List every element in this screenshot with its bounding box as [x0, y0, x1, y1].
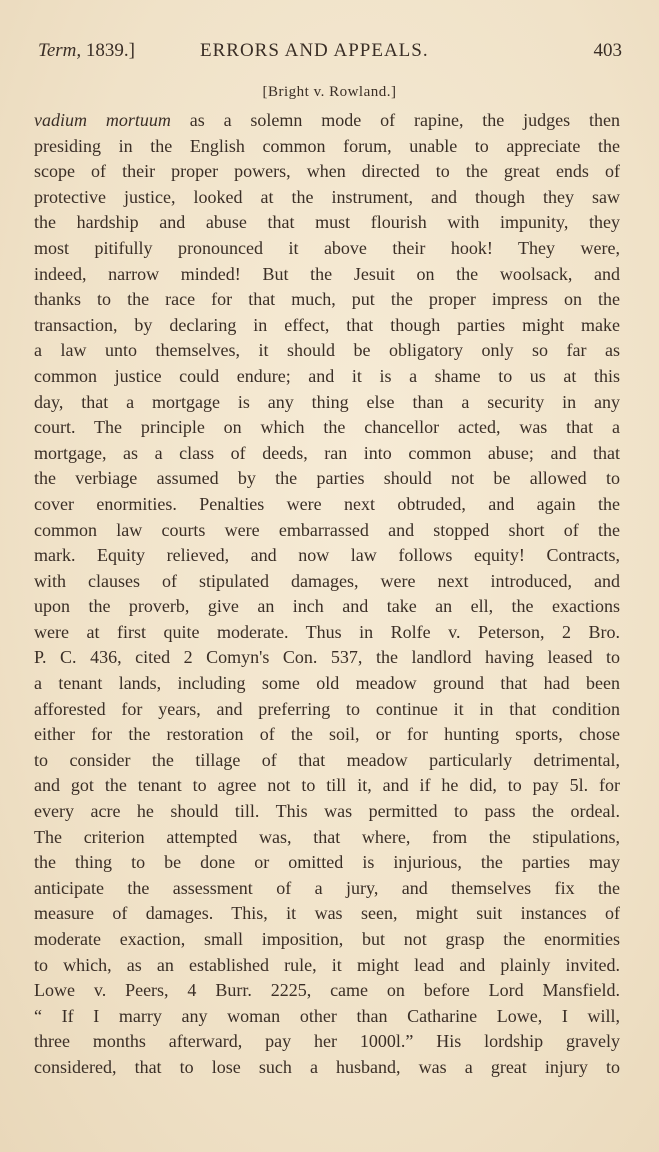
text-line: the hardship and abuse that must flourish with impunity, they — [34, 212, 620, 233]
text-line: a tenant lands, including some old meadow ground that had been — [34, 673, 620, 694]
text-line: to which, as an established rule, it might lead and plainly invited. — [34, 954, 620, 975]
text-line: considered, that to lose such a husband, was a great injury to — [34, 1056, 620, 1077]
text-line: a law unto themselves, it should be obligatory only so far as — [34, 340, 620, 361]
page-number: 403 — [593, 40, 622, 61]
text-line: either for the restoration of the soil, or for hunting sports, chose — [34, 724, 620, 745]
text-line: vadium mortuum as a solemn mode of rapine, the judges then — [34, 110, 620, 130]
text-line: measure of damages. This, it was seen, might suit instances of — [34, 903, 620, 924]
text-line: with clauses of stipulated damages, were next introduced, and — [34, 570, 620, 591]
text-line: common justice could endure; and it is a shame to us at this — [34, 365, 620, 386]
text-line: court. The principle on which the chancellor acted, was that a — [34, 417, 620, 438]
text-line: mortgage, as a class of deeds, ran into common abuse; and that — [34, 442, 620, 463]
case-caption: [Bright v. Rowland.] — [262, 84, 397, 100]
text-line: the thing to be done or omitted is injurious, the parties may — [34, 852, 620, 873]
text-line: were at first quite moderate. Thus in Rolfe v. Peterson, 2 Bro. — [34, 621, 620, 642]
text-line: every acre he should till. This was permitted to pass the ordeal. — [34, 801, 620, 822]
text-line: anticipate the assessment of a jury, and themselves fix the — [34, 877, 620, 898]
text-line: thanks to the race for that much, put the proper impress on the — [34, 289, 620, 310]
text-line: three months afterward, pay her 1000l.” His lordship gravely — [34, 1031, 620, 1052]
text-line: scope of their proper powers, when directed to the great ends of — [34, 161, 620, 182]
text-line: cover enormities. Penalties were next obtruded, and again the — [34, 493, 620, 514]
text-line: day, that a mortgage is any thing else than a security in any — [34, 391, 620, 412]
text-line: to consider the tillage of that meadow particularly detrimental, — [34, 749, 620, 770]
header-title: ERRORS AND APPEALS. — [200, 40, 429, 61]
text-line: mark. Equity relieved, and now law follows equity! Contracts, — [34, 545, 620, 566]
running-header — [38, 40, 622, 66]
text-line: P. C. 436, cited 2 Comyn's Con. 537, the landlord having leased to — [34, 647, 620, 668]
text-line: afforested for years, and preferring to continue it in that condition — [34, 698, 620, 719]
text-line: The criterion attempted was, that where, from the stipulations, — [34, 826, 620, 847]
latin-phrase: vadium mortuum — [34, 110, 171, 130]
text-line: common law courts were embarrassed and stopped short of the — [34, 519, 620, 540]
header-year: 1839.] — [85, 40, 135, 61]
text-line: transaction, by declaring in effect, that though parties might make — [34, 314, 620, 335]
text-line: the verbiage assumed by the parties should not be allowed to — [34, 468, 620, 489]
text-line: Lowe v. Peers, 4 Burr. 2225, came on before Lord Mansfield. — [34, 980, 620, 1001]
header-term — [38, 40, 135, 62]
text-line: indeed, narrow minded! But the Jesuit on the woolsack, and — [34, 263, 620, 284]
body-text — [34, 108, 620, 1081]
text-line: upon the proverb, give an inch and take an ell, the exactions — [34, 596, 620, 617]
text-line: presiding in the English common forum, unable to appreciate the — [34, 135, 620, 156]
text-line: “ If I marry any woman other than Catharine Lowe, I will, — [34, 1005, 620, 1026]
text-line: most pitifully pronounced it above their hook! They were, — [34, 237, 620, 258]
text-line: and got the tenant to agree not to till it, and if he did, to pay 5l. for — [34, 775, 620, 796]
text-line: moderate exaction, small imposition, but not grasp the enormities — [34, 929, 620, 949]
text-line: protective justice, looked at the instrument, and though they saw — [34, 186, 620, 207]
header-term-word: Term, — [38, 40, 82, 61]
